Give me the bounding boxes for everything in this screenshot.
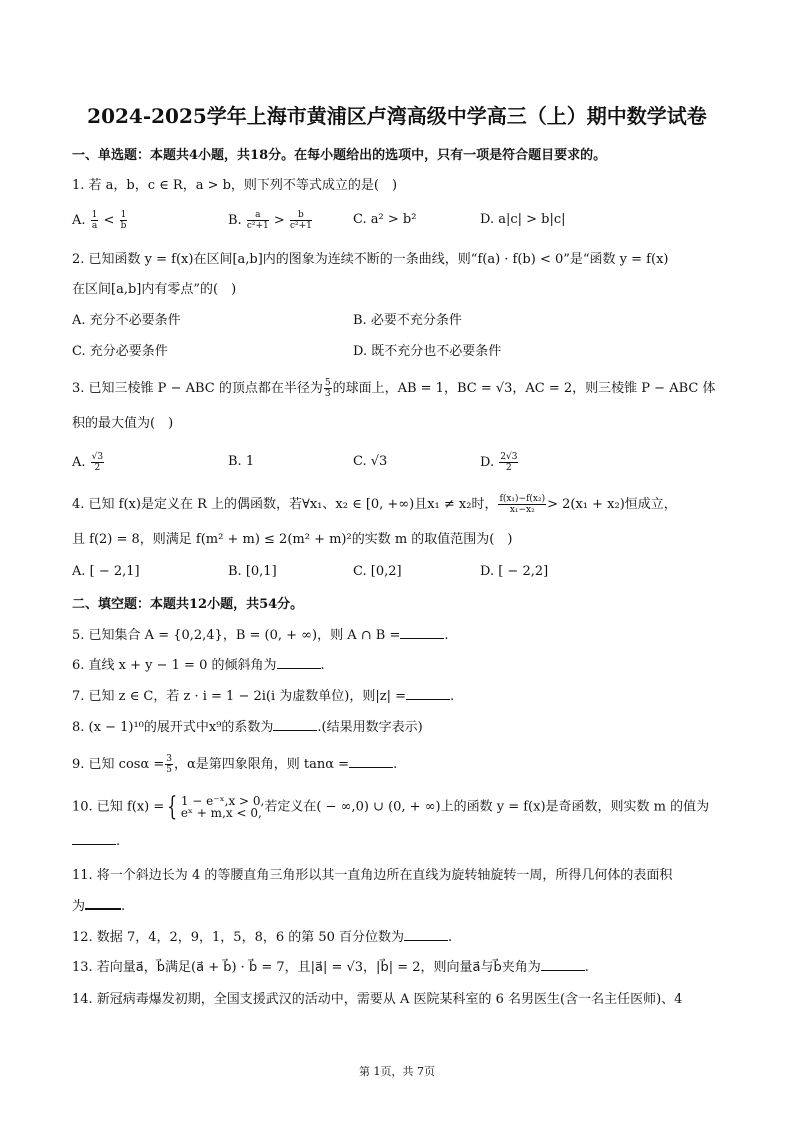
answer-blank[interactable] [349, 755, 393, 768]
question-4-option-d: D. [ − 2,2] [480, 564, 549, 579]
question-5: 5. 已知集合 A = {0,2,4}，B = (0, + ∞)，则 A ∩ B = . [72, 628, 449, 643]
question-2-option-a: A. 充分不必要条件 [72, 313, 181, 328]
question-2-option-c: C. 充分必要条件 [72, 344, 168, 359]
page-footer: 第 1页，共 7页 [359, 1065, 435, 1078]
question-1-option-d: D. a|c| > b|c| [480, 212, 566, 227]
answer-blank[interactable] [277, 656, 321, 669]
question-11-line-2: 为 . [72, 896, 734, 917]
question-2-option-b: B. 必要不充分条件 [353, 313, 462, 328]
question-10-line-2: . [72, 832, 734, 852]
question-4-line-1: 4. 已知 f(x)是定义在 R 上的偶函数，若∀x₁、x₂ ∈ [0, +∞)且x₁ ≠ x₂时， $\frac{\text{f(x₁)−f(x₂)}}{\text{x₁−x₂}}$ > 2(x₁ + x₂)恒成立， [72, 494, 677, 515]
question-6: 6. 直线 x + y − 1 = 0 的倾斜角为 . [72, 658, 325, 673]
question-1-option-a: A. $\frac{1}{a}$ < $\frac{1}{b}$ [72, 210, 127, 231]
question-14-line-1: 14. 新冠病毒爆发初期，全国支援武汉的活动中，需要从 A 医院某科室的 6 名男医生(含一名主任医师)、4 [72, 992, 683, 1007]
question-12: 12. 数据 7，4，2，9，1，5，8，6 的第 50 百分位数为 . [72, 930, 453, 945]
brace-icon: { [167, 792, 178, 822]
question-1-stem: 1. 若 a，b，c ∈ R，a > b，则下列不等式成立的是( ) [72, 178, 398, 193]
question-1-option-c: C. a² > b² [353, 212, 417, 227]
question-3-option-d: D. $\frac{2√3}{2}$ [480, 452, 518, 473]
answer-blank[interactable] [273, 718, 317, 731]
question-1-option-b: B. $\frac{a}{\text{c²+1}}$ > $\frac{b}{\text{c²+1}}$ [228, 210, 312, 231]
question-4-option-b: B. [0,1] [228, 564, 277, 579]
question-13: 13. 若向量a⃗，b⃗满足(a⃗ + b⃗) · b⃗ = 7，且|a⃗| = √3，|b⃗| = 2，则向量a⃗与b⃗夹角为 . [72, 960, 589, 975]
answer-blank[interactable] [406, 687, 450, 700]
question-4-option-a: A. [ − 2,1] [72, 564, 140, 579]
question-9: 9. 已知 cosα = $\frac{3}{5}$ ，α是第四象限角，则 tanα = . [72, 754, 398, 775]
question-3-option-a: A. $\frac{√3}{2}$ [72, 452, 104, 473]
answer-blank[interactable] [400, 626, 444, 639]
section-2-heading: 二、填空题：本题共12小题，共54分。 [72, 597, 304, 612]
question-3-option-b: B. 1 [228, 454, 255, 469]
question-3-line-2: 积的最大值为( ) [72, 416, 174, 431]
question-2-line-2: 在区间[a,b]内有零点”的( ) [72, 282, 237, 297]
answer-blank[interactable] [541, 958, 585, 971]
question-3-option-c: C. √3 [353, 454, 388, 469]
answer-blank[interactable] [72, 832, 116, 845]
answer-blank[interactable] [404, 928, 448, 941]
piecewise-function: 1 − e⁻ˣ,x > 0, eˣ + m,x < 0, [180, 794, 265, 820]
question-4-line-2: 且 f(2) = 8，则满足 f(m² + m) ≤ 2(m² + m)²的实数 m 的取值范围为( ) [72, 532, 513, 547]
answer-blank[interactable] [85, 896, 121, 910]
question-2-line-1: 2. 已知函数 y = f(x)在区间[a,b]内的图象为连续不断的一条曲线，则“f(a) · f(b) < 0”是“函数 y = f(x) [72, 252, 669, 267]
question-10: 10. 已知 f(x) = { 1 − e⁻ˣ,x > 0, eˣ + m,x < 0, 若定义在( − ∞,0) ∪ (0, + ∞)上的函数 y = f(x)是奇函数，则实数 m 的值为 [72, 792, 710, 822]
question-4-option-c: C. [0,2] [353, 564, 402, 579]
section-1-heading: 一、单选题：本题共4小题，共18分。在每小题给出的选项中，只有一项是符合题目要求的。 [72, 148, 607, 163]
question-11-line-1: 11. 将一个斜边长为 4 的等腰直角三角形以其一直角边所在直线为旋转轴旋转一周，所得几何体的表面积 [72, 868, 673, 883]
question-3-line-1: 3. 已知三棱锥 P − ABC 的顶点都在半径为 $\frac{5}{3}$ 的球面上，AB = 1，BC = √3，AC = 2，则三棱锥 P − ABC 体 [72, 378, 716, 399]
page-title: 2024-2025学年上海市黄浦区卢湾高级中学高三（上）期中数学试卷 [87, 104, 707, 128]
question-7: 7. 已知 z ∈ C，若 z · i = 1 − 2i(i 为虚数单位)，则|z| = . [72, 689, 455, 704]
question-2-option-d: D. 既不充分也不必要条件 [353, 344, 502, 359]
question-8: 8. (x − 1)¹⁰的展开式中x⁹的系数为 .(结果用数字表示) [72, 720, 423, 735]
